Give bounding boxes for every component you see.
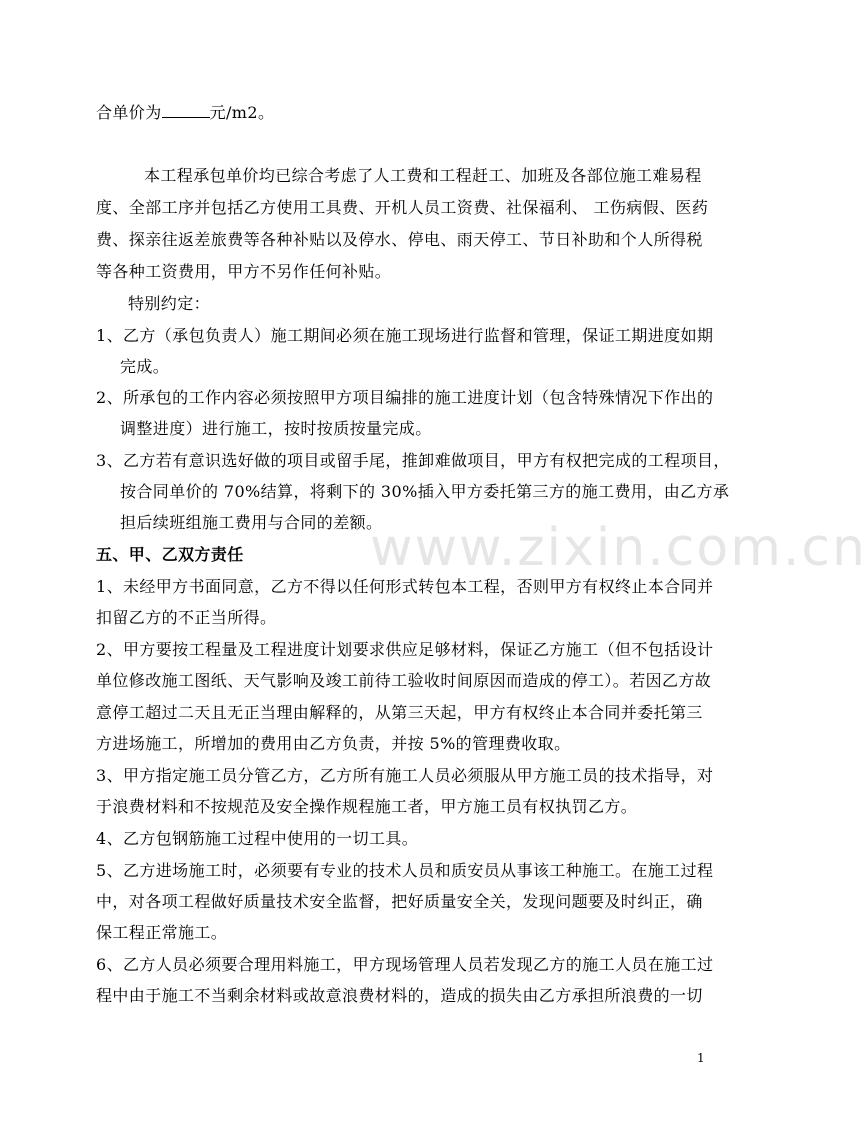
duty-item-2-line-1: 2、甲方要按工程量及工程进度计划要求供应足够材料，保证乙方施工（但不包括设计 (96, 640, 714, 659)
duty-item-5-line-3: 保工程正常施工。 (96, 923, 228, 942)
section-heading: 五、甲、乙双方责任 (96, 545, 244, 564)
duty-item-2-line-3: 意停工超过二天且无正当理由解释的，从第三天起，甲方有权终止本合同并委托第三 (96, 703, 703, 722)
page-number: 1 (697, 1051, 705, 1065)
duty-item-1-line-1: 1、未经甲方书面同意，乙方不得以任何形式转包本工程，否则甲方有权终止本合同并 (96, 577, 714, 596)
special-item-1-line-2: 完成。 (120, 357, 170, 376)
unit-price-line (96, 103, 274, 123)
intro-line-3: 费、探亲往返差旅费等各种补贴以及停水、停电、雨天停工、节日补助和个人所得税 (96, 230, 703, 249)
intro-line-4: 等各种工资费用，甲方不另作任何补贴。 (96, 262, 392, 281)
special-item-2-line-2: 调整进度）进行施工，按时按质按量完成。 (120, 419, 432, 438)
duty-item-6-line-2: 程中由于施工不当剩余材料或故意浪费材料的，造成的损失由乙方承担所浪费的一切 (96, 986, 703, 1005)
duty-item-5-line-2: 中，对各项工程做好质量技术安全监督，把好质量安全关，发现问题要及时纠正，确 (96, 892, 703, 911)
duty-item-1-line-2: 扣留乙方的不正当所得。 (96, 608, 277, 627)
unit-price-suffix: 元/m2。 (209, 103, 275, 122)
duty-item-2-line-2: 单位修改施工图纸、天气影响及竣工前待工验收时间原因而造成的停工）。若因乙方故 (96, 671, 712, 690)
special-item-3-line-2: 按合同单价的 70%结算，将剩下的 30%插入甲方委托第三方的施工费用，由乙方承 (120, 482, 730, 501)
special-item-1-line-1: 1、乙方（承包负责人）施工期间必须在施工现场进行监督和管理，保证工期进度如期 (96, 326, 714, 345)
special-item-3-line-3: 担后续班组施工费用与合同的差额。 (120, 513, 383, 532)
special-item-3-line-1: 3、乙方若有意识选好做的项目或留手尾，推卸难做项目，甲方有权把完成的工程项目， (96, 451, 730, 470)
special-item-2-line-1: 2、所承包的工作内容必须按照甲方项目编排的施工进度计划（包含特殊情况下作出的 (96, 388, 714, 407)
special-agreement-title: 特别约定： (128, 294, 211, 313)
duty-item-3-line-1: 3、甲方指定施工员分管乙方，乙方所有施工人员必须服从甲方施工员的技术指导，对 (96, 766, 714, 785)
intro-line-1: 本工程承包单价均已综合考虑了人工费和工程赶工、加班及各部位施工难易程 (144, 166, 702, 185)
duty-item-6-line-1: 6、乙方人员必须要合理用料施工，甲方现场管理人员若发现乙方的施工人员在施工过 (96, 955, 714, 974)
duty-item-5-line-1: 5、乙方进场施工时，必须要有专业的技术人员和质安员从事该工种施工。在施工过程 (96, 861, 714, 880)
duty-item-3-line-2: 于浪费材料和不按规范及安全操作规程施工者，甲方施工员有权执罚乙方。 (96, 797, 638, 816)
intro-line-2: 度、全部工序并包括乙方使用工具费、开机人员工资费、社保福利、 工伤病假、医药 (96, 198, 709, 217)
duty-item-4-line-1: 4、乙方包钢筋施工过程中使用的一切工具。 (96, 829, 419, 848)
watermark: www.zixin.com.cn (370, 518, 867, 578)
duty-item-2-line-4: 方进场施工，所增加的费用由乙方负责，并按 5%的管理费收取。 (96, 734, 571, 753)
unit-price-prefix: 合单价为 (96, 103, 162, 122)
unit-price-blank (162, 103, 210, 118)
